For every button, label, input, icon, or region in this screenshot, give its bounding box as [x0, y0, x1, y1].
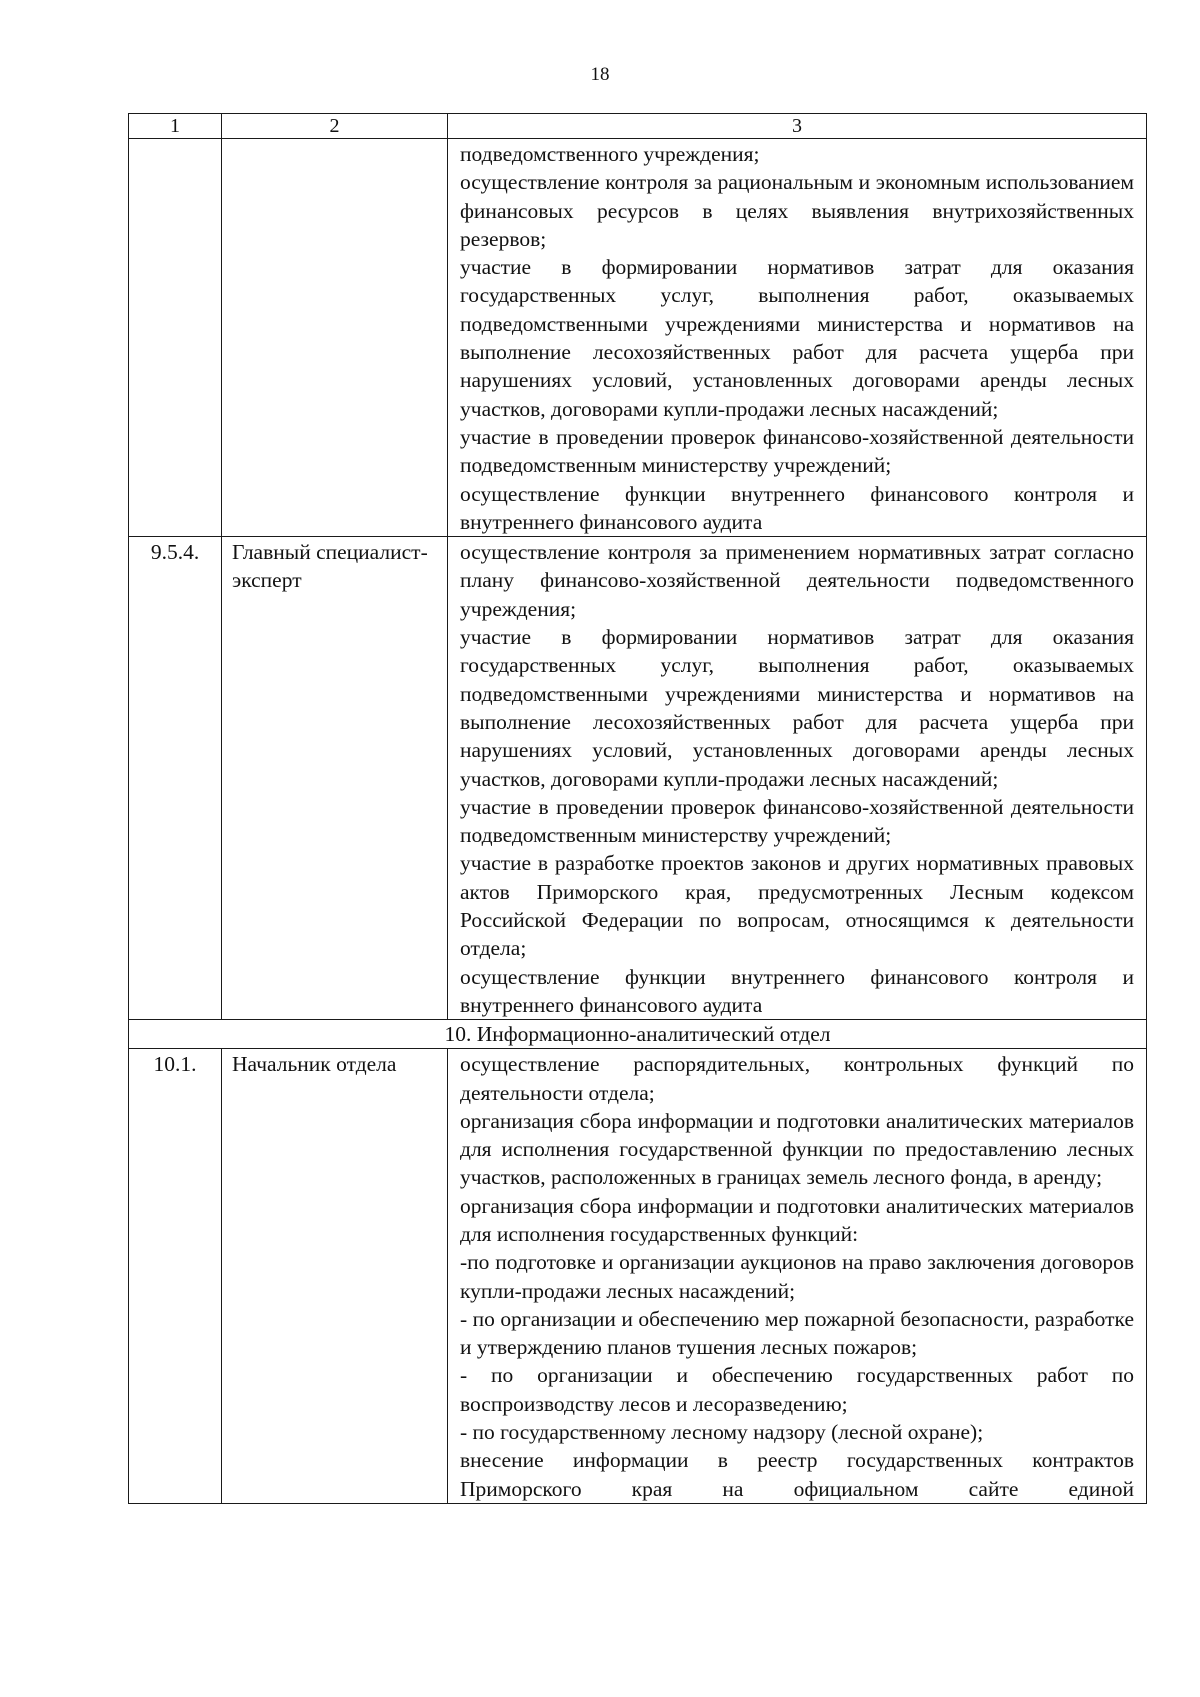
- duty-item: организация сбора информации и подготовки аналитических материалов для исполнения государственных функций:: [460, 1193, 1134, 1246]
- row-position-title: Главный специалист-эксперт: [222, 537, 448, 1020]
- duty-item: - по государственному лесному надзору (лесной охране);: [460, 1420, 984, 1445]
- duty-item: - по организации и обеспечению мер пожарной безопасности, разработке и утверждению планов тушения лесных пожаров;: [460, 1306, 1134, 1360]
- duty-item: участие в формировании нормативов затрат для оказания государственных услуг, выполнения работ, оказываемых подведомственными учреждениями министерства и нормативов на выполнение лесохозяйственных работ для расчета ущерба при нарушениях условий, установленных договорами аренды лесных участков, договорами купли-продажи лесных насаждений;: [460, 625, 1134, 791]
- row-position-title: Начальник отдела: [222, 1049, 448, 1504]
- duty-item: внесение информации в реестр государственных контрактов Приморского края на официальном сайте единой: [460, 1448, 1134, 1501]
- row-duties: [448, 1049, 1147, 1504]
- row-number: 10.1.: [129, 1049, 222, 1504]
- page-number: 18: [590, 64, 610, 85]
- duty-item: участие в проведении проверок финансово-хозяйственной деятельности подведомственным министерству учреждений;: [460, 424, 1134, 478]
- table-row: [129, 1049, 1147, 1504]
- duty-item: участие в разработке проектов законов и других нормативных правовых актов Приморского края, предусмотренных Лесным кодексом Российской Федерации по вопросам, относящимся к деятельности отдела;: [460, 851, 1134, 961]
- row-number: [129, 139, 222, 537]
- row-duties: [448, 537, 1147, 1020]
- row-number: 9.5.4.: [129, 537, 222, 1020]
- header-col-1: 1: [129, 114, 222, 139]
- duty-item: осуществление контроля за применением нормативных затрат согласно плану финансово-хозяйственной деятельности подведомственного учреждения;: [460, 540, 1134, 621]
- duty-item: участие в формировании нормативов затрат для оказания государственных услуг, выполнения работ, оказываемых подведомственными учреждениями министерства и нормативов на выполнение лесохозяйственных работ для расчета ущерба при нарушениях условий, установленных договорами аренды лесных участков, договорами купли-продажи лесных насаждений;: [460, 255, 1134, 421]
- duty-item: подведомственного учреждения;: [460, 142, 760, 166]
- section-heading: 10. Информационно-аналитический отдел: [129, 1020, 1147, 1049]
- duty-item: участие в проведении проверок финансово-хозяйственной деятельности подведомственным министерству учреждений;: [460, 794, 1134, 848]
- section-heading-row: [129, 1020, 1147, 1049]
- duty-item: -по подготовке и организации аукционов на право заключения договоров купли-продажи лесных насаждений;: [460, 1250, 1134, 1303]
- duty-item: осуществление функции внутреннего финансового контроля и внутреннего финансового аудита: [460, 481, 1134, 534]
- duty-item: осуществление функции внутреннего финансового контроля и внутреннего финансового аудита: [460, 964, 1134, 1017]
- duty-item: осуществление распорядительных, контрольных функций по деятельности отдела;: [460, 1052, 1134, 1105]
- row-position-title: [222, 139, 448, 537]
- table-row: [129, 139, 1147, 537]
- table-header-row: [129, 114, 1147, 139]
- row-duties: [448, 139, 1147, 537]
- duty-item: - по организации и обеспечению государственных работ по воспроизводству лесов и лесоразведению;: [460, 1363, 1134, 1416]
- header-col-2: 2: [222, 114, 448, 139]
- duty-item: организация сбора информации и подготовки аналитических материалов для исполнения государственной функции по предоставлению лесных участков, расположенных в границах земель лесного фонда, в аренду;: [460, 1108, 1134, 1190]
- header-col-3: 3: [448, 114, 1147, 139]
- duties-table: [128, 113, 1147, 1504]
- table-row: [129, 537, 1147, 1020]
- duty-item: осуществление контроля за рациональным и экономным использованием финансовых ресурсов в целях выявления внутрихозяйственных резервов;: [460, 170, 1134, 251]
